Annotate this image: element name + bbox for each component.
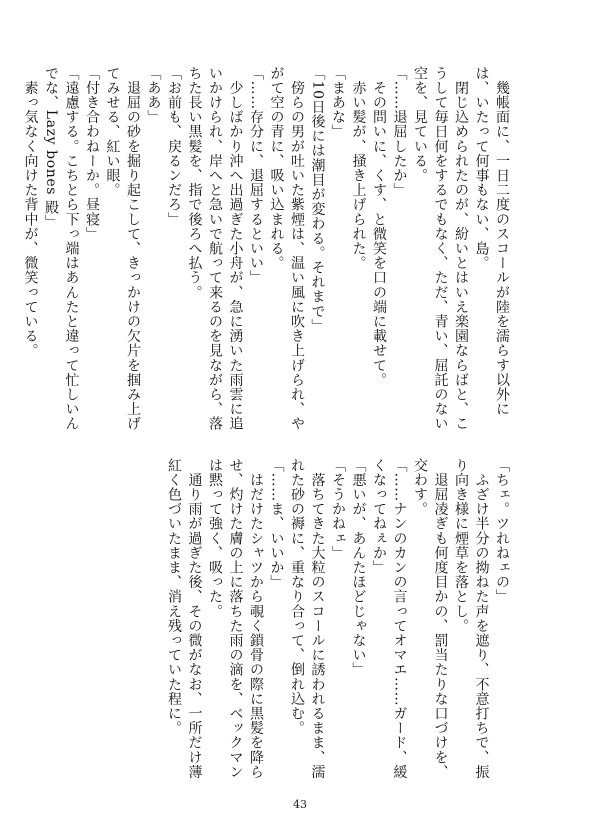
paragraph: 「まあな」 (330, 66, 346, 139)
paragraph: 「付き合わねーか。昼寝」 (84, 66, 100, 242)
paragraph: ふざけ半分の拗ねた声を遮り、不意打ちで、振り向き様に煙草を落とし。 (453, 458, 490, 780)
lower-text-block (166, 458, 512, 790)
paragraph: 「……ま、いいか」 (268, 458, 285, 590)
paragraph: 赤い髪が、掻き上げられた。 (350, 66, 367, 271)
paragraph: 「……ナンのカンの言ってオマエ……ガード、緩くなってねぇか」 (371, 458, 408, 780)
paragraph: 落ちてきた大粒のスコールに誘われるまま、濡れた砂の褥に、重なり合って、倒れ込む。 (289, 458, 326, 780)
paragraph: 退屈の砂を掘り起こして、きっかけの欠片を掴み上げてみせる、紅い眼。 (104, 66, 141, 431)
paragraph: 「ああ」 (145, 66, 162, 125)
paragraph: 通り雨が過ぎた後、その微がなお、一所だけ薄紅く色づいたまま、消え残っていた程に。 (166, 458, 203, 780)
paragraph: 「ちェ。ツれねェの」 (494, 458, 510, 604)
paragraph: 「……存分に、退屈するといい」 (248, 66, 264, 285)
paragraph: 「悪いが、あんたほどじゃない」 (350, 458, 367, 677)
paragraph: 「お前も、戻るンだろ」 (166, 66, 182, 227)
upper-text-block (22, 66, 512, 438)
paragraph: 素っ気なく向けた背中が、微笑っている。 (22, 66, 39, 358)
paragraph: 幾帳面に、一日二度のスコールが陸を濡らす以外には、いたって何事もない、島。 (473, 66, 510, 417)
paragraph: 「10日後には潮目が変わる。それまで」 (309, 66, 326, 334)
paragraph: 閉じ込められたのが、紛いとはいえ楽園ならばと、こうして毎日何をするでもなく、ただ、青い、屈託のない空を、見ている。 (412, 66, 469, 431)
paragraph: 退屈凌ぎも何度目かの、罰当たりな口づけを、交わす。 (412, 458, 449, 780)
page-number: 43 (293, 798, 307, 811)
paragraph: 「そうかねェ」 (330, 458, 346, 561)
paragraph: はだけたシャツから覗く鎖骨の際に黒髪を降らせ、灼けた膚の上に落ちた雨の滴を、ベックマンは黙って強く、吸った。 (207, 458, 264, 780)
paragraph: 少しばかり沖へ出過ぎた小舟が、急に湧いた雨雲に追いかけられ、岸へと急いで航って来るのを見ながら、落ちた長い黒髪を、指で後ろへ払う。 (186, 66, 244, 431)
paragraph: 「……退屈したか」 (391, 66, 408, 198)
paragraph: 傍らの男が吐いた紫煙は、温い風に吹き上げられ、やがて空の青に、吸い込まれる。 (268, 66, 305, 431)
paragraph: その問いに、くす、と微笑を口の端に載せて。 (371, 66, 387, 388)
paragraph: 「遠慮する。こちとら下っ端はあんたと違って忙しいんでな、Lazy bones 殿」 (43, 66, 80, 431)
